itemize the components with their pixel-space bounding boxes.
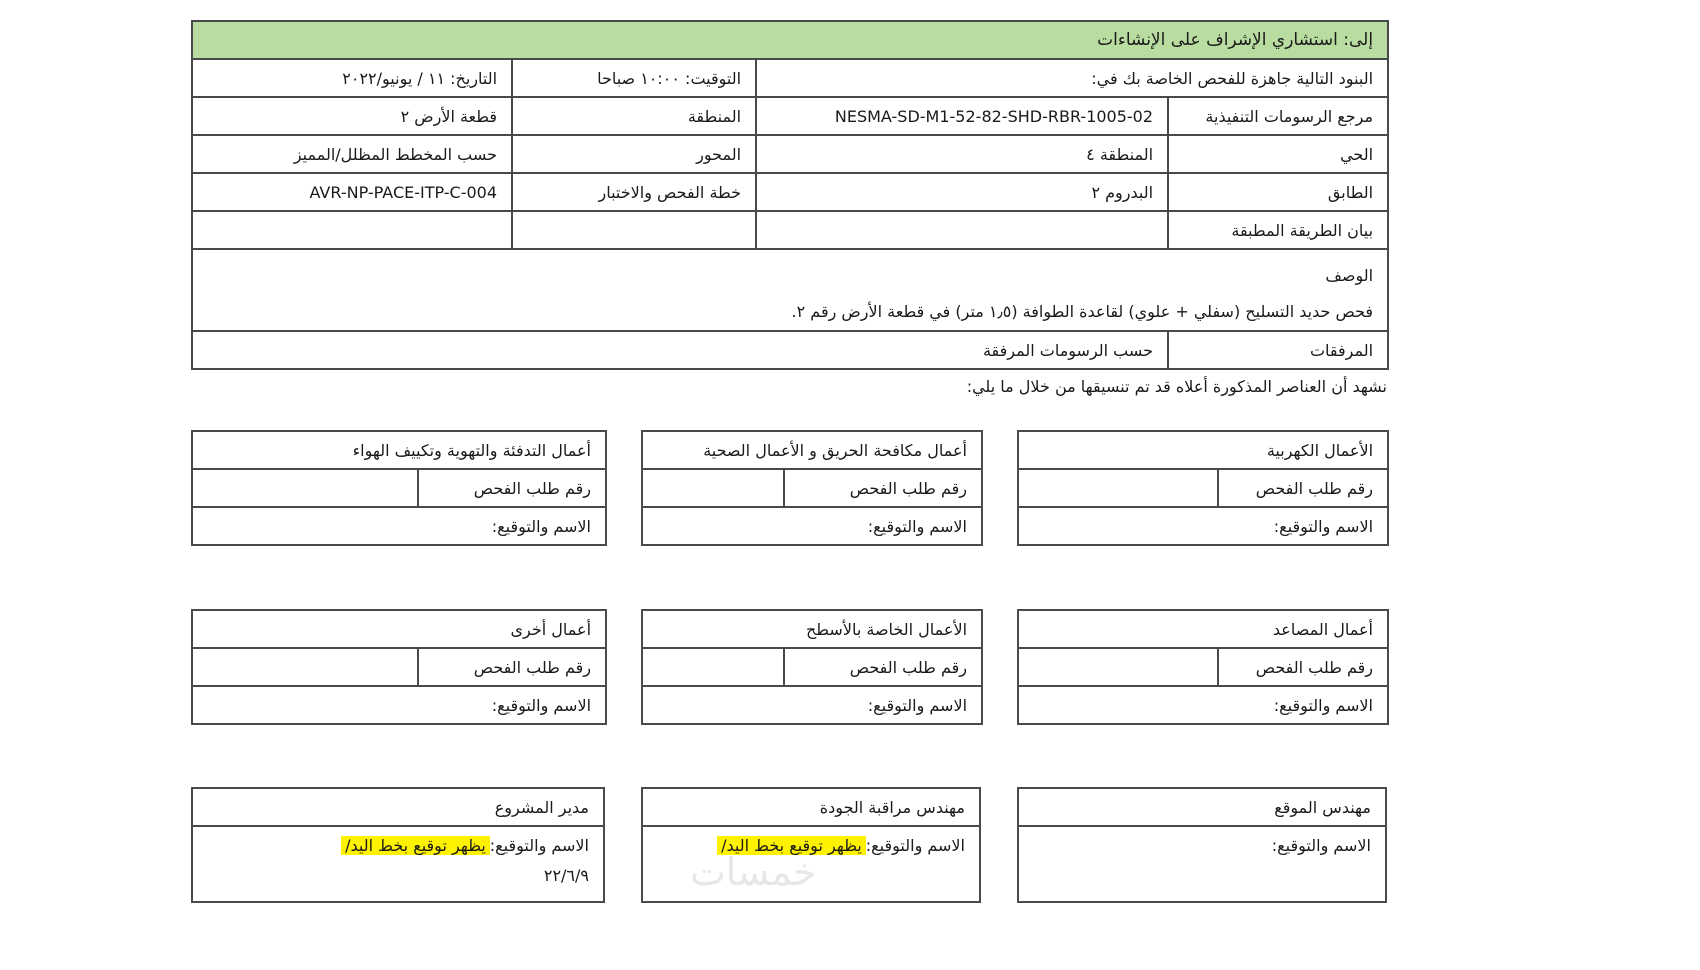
method-statement-label: بيان الطريقة المطبقة	[1168, 211, 1388, 249]
discipline-box-roofing	[641, 609, 983, 725]
discipline-box-elevators	[1017, 609, 1389, 725]
inspection-request-table	[191, 20, 1389, 370]
discipline-title: الأعمال الكهربية	[1018, 431, 1388, 469]
signature-date: ٢٢/٦/٩	[543, 866, 589, 885]
discipline-title: أعمال مكافحة الحريق و الأعمال الصحية	[642, 431, 982, 469]
inspection-date: التاريخ: ١١ / يونيو/٢٠٢٢	[192, 59, 512, 97]
name-sign-label: الاسم والتوقيع:	[1018, 507, 1388, 545]
request-no-label: رقم طلب الفحص	[418, 469, 606, 507]
attachments-value: حسب الرسومات المرفقة	[192, 331, 1168, 369]
itp-value: AVR-NP-PACE-ITP-C-004	[192, 173, 512, 211]
request-no-label: رقم طلب الفحص	[784, 469, 982, 507]
request-no-label: رقم طلب الفحص	[418, 648, 606, 686]
discipline-box-electrical	[1017, 430, 1389, 546]
description-label: الوصف	[1325, 266, 1374, 285]
itp-label: خطة الفحص والاختبار	[512, 173, 756, 211]
request-no-value	[642, 648, 784, 686]
axis-value: حسب المخطط المظلل/المميز	[192, 135, 512, 173]
area-value: قطعة الأرض ٢	[192, 97, 512, 135]
signatory-title: مدير المشروع	[192, 788, 604, 826]
discipline-title: الأعمال الخاصة بالأسطح	[642, 610, 982, 648]
name-sign-label: الاسم والتوقيع:	[1271, 836, 1371, 855]
handwritten-signature-note: يظهر توقيع بخط اليد/	[717, 836, 866, 855]
name-sign-label: الاسم والتوقيع:	[642, 686, 982, 724]
addressee-header: إلى: استشاري الإشراف على الإنشاءات	[192, 21, 1388, 59]
request-no-value	[642, 469, 784, 507]
discipline-title: أعمال المصاعد	[1018, 610, 1388, 648]
name-sign-label: الاسم والتوقيع:	[489, 836, 589, 855]
discipline-box-other	[191, 609, 607, 725]
watermark-logo: خمسات	[690, 850, 817, 894]
signatory-project-manager	[191, 787, 605, 903]
name-sign-label: الاسم والتوقيع:	[192, 686, 606, 724]
axis-label: المحور	[512, 135, 756, 173]
floor-value: البدروم ٢	[756, 173, 1168, 211]
discipline-box-hvac	[191, 430, 607, 546]
name-sign-label: الاسم والتوقيع:	[642, 507, 982, 545]
request-no-label: رقم طلب الفحص	[1218, 469, 1388, 507]
request-no-value	[192, 648, 418, 686]
description-cell	[192, 249, 1388, 331]
drawing-ref-value: NESMA-SD-M1-52-82-SHD-RBR-1005-02	[756, 97, 1168, 135]
request-no-value	[192, 469, 418, 507]
handwritten-signature-note: يظهر توقيع بخط اليد/	[341, 836, 490, 855]
discipline-title: أعمال أخرى	[192, 610, 606, 648]
signatory-site-engineer	[1017, 787, 1387, 903]
discipline-title: أعمال التدفئة والتهوية وتكييف الهواء	[192, 431, 606, 469]
signatory-title: مهندس مراقبة الجودة	[642, 788, 980, 826]
signatory-qc-engineer	[641, 787, 981, 903]
district-value: المنطقة ٤	[756, 135, 1168, 173]
request-no-label: رقم طلب الفحص	[1218, 648, 1388, 686]
discipline-box-firefighting	[641, 430, 983, 546]
drawing-ref-label: مرجع الرسومات التنفيذية	[1168, 97, 1388, 135]
signatory-title: مهندس الموقع	[1018, 788, 1386, 826]
empty-cell	[512, 211, 756, 249]
name-sign-label: الاسم والتوقيع:	[192, 507, 606, 545]
request-no-value	[1018, 469, 1218, 507]
inspection-time: التوقيت: ١٠:٠٠ صباحا	[512, 59, 756, 97]
floor-label: الطابق	[1168, 173, 1388, 211]
name-sign-label: الاسم والتوقيع:	[865, 836, 965, 855]
name-sign-label: الاسم والتوقيع:	[1018, 686, 1388, 724]
ready-items-label: البنود التالية جاهزة للفحص الخاصة بك في:	[756, 59, 1388, 97]
attachments-label: المرفقات	[1168, 331, 1388, 369]
description-text: فحص حديد التسليح (سفلي + علوي) لقاعدة الطوافة (١٫٥ متر) في قطعة الأرض رقم ٢.	[791, 302, 1374, 321]
method-statement-value	[756, 211, 1168, 249]
request-no-label: رقم طلب الفحص	[784, 648, 982, 686]
request-no-value	[1018, 648, 1218, 686]
area-label: المنطقة	[512, 97, 756, 135]
coordination-note: نشهد أن العناصر المذكورة أعلاه قد تم تنسيقها من خلال ما يلي:	[966, 377, 1387, 396]
district-label: الحي	[1168, 135, 1388, 173]
empty-cell	[192, 211, 512, 249]
